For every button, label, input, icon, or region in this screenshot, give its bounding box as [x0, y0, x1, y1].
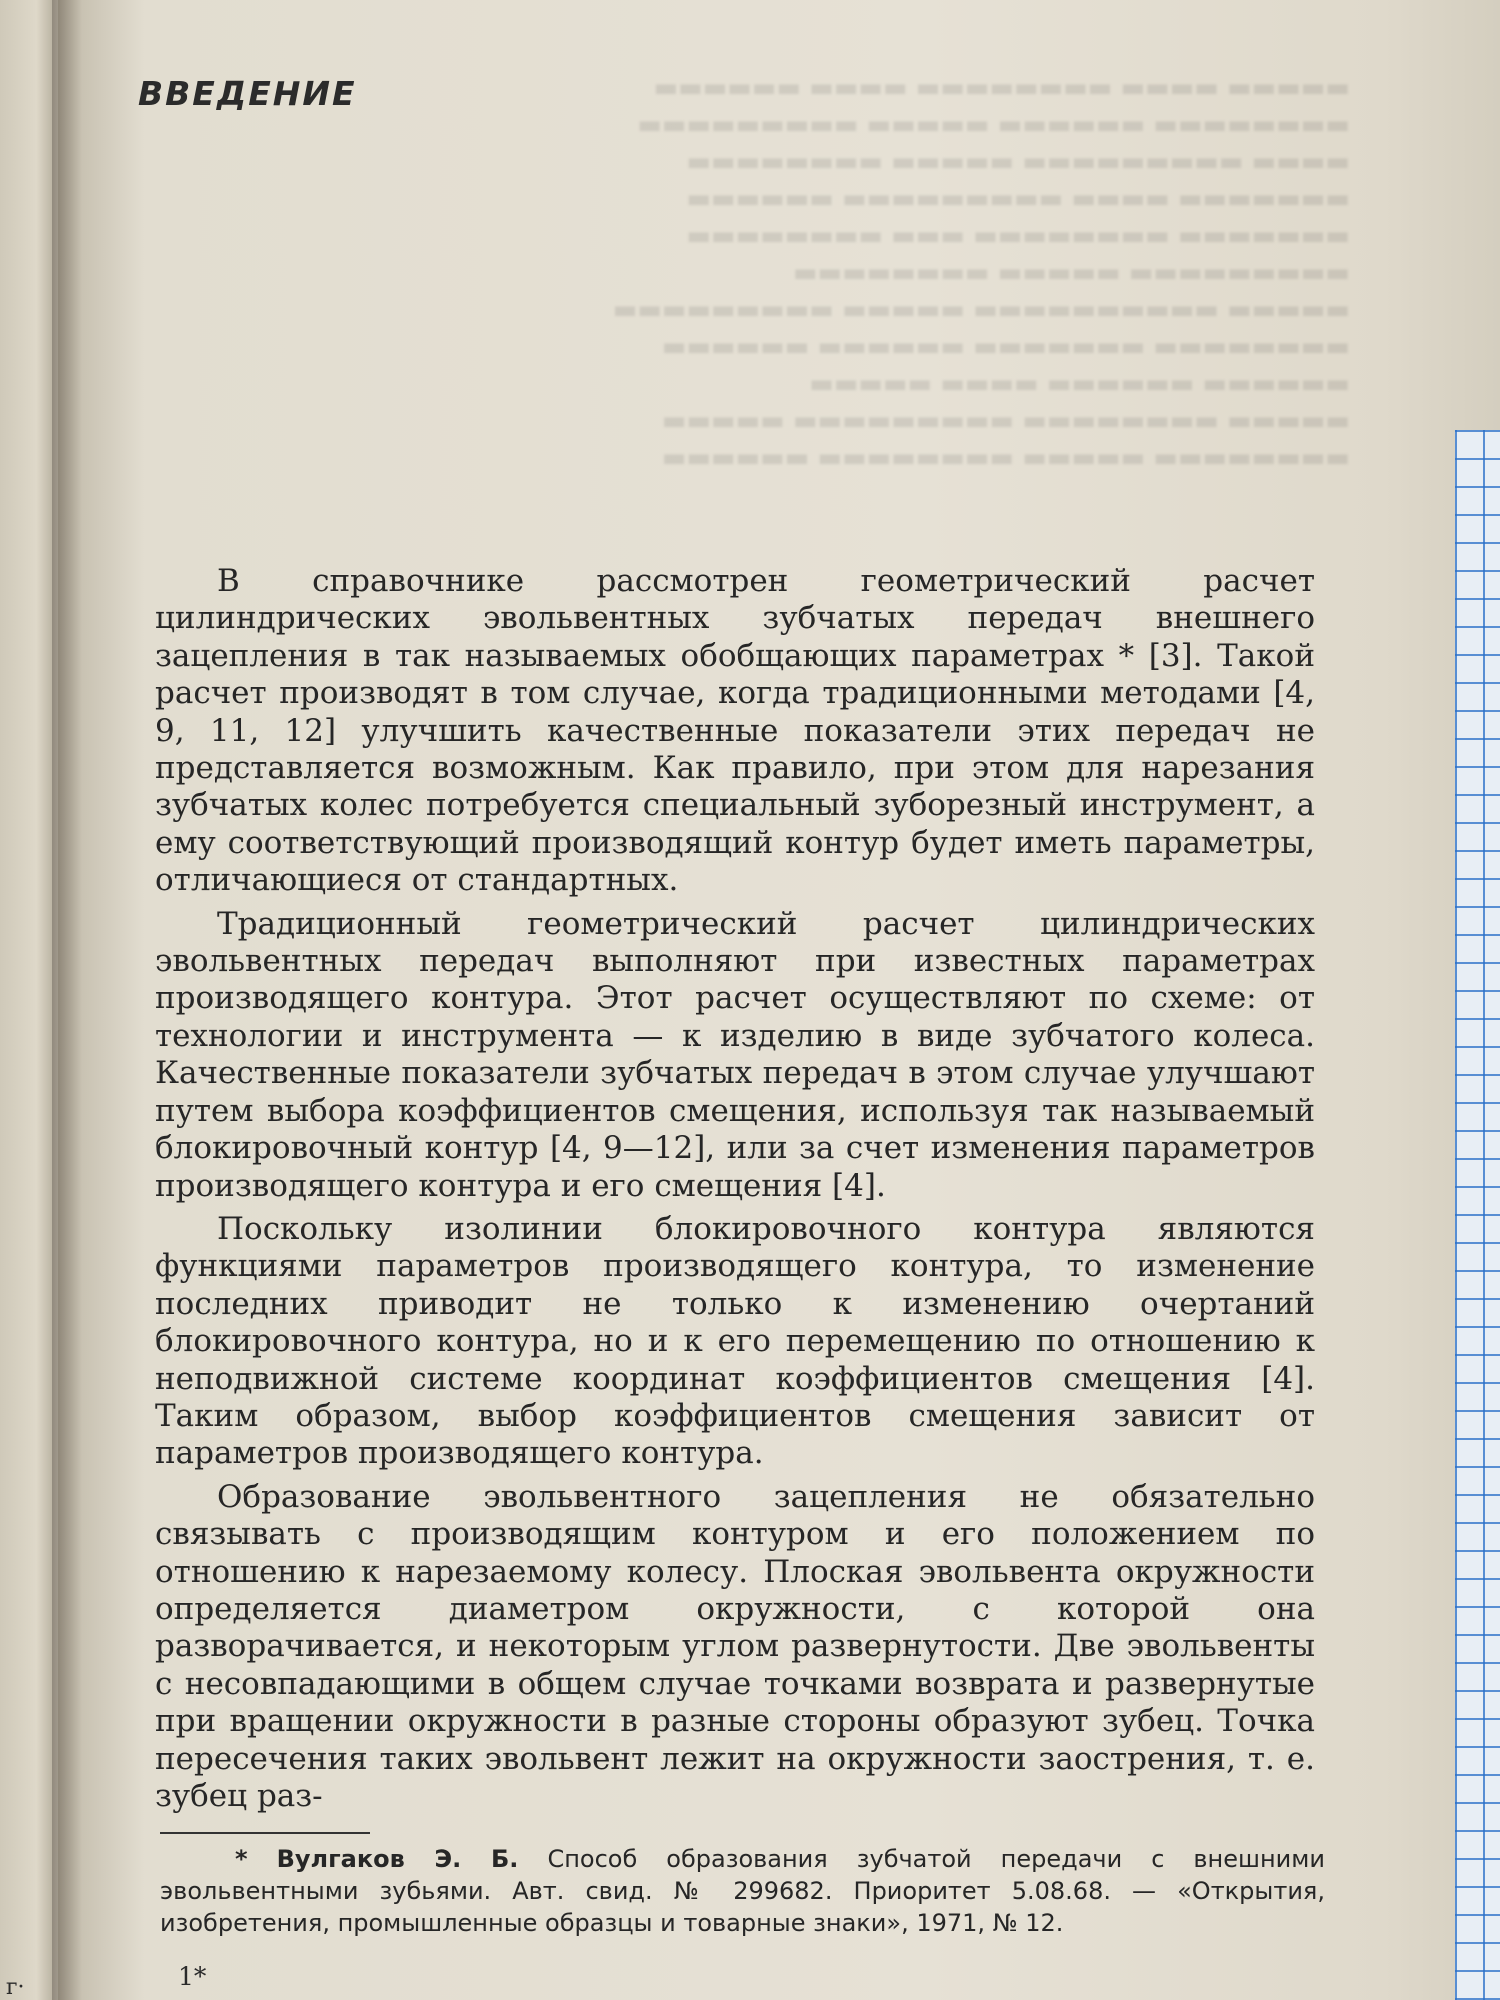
show-through-text: ▬▬▬▬▬ ▬▬▬▬ ▬▬▬▬▬▬▬▬ ▬▬▬▬ ▬▬▬▬▬▬ ▬▬▬▬▬▬▬▬ ▬▬▬▬▬▬ ▬▬▬▬▬ ▬▬▬▬▬▬▬▬▬ ▬▬▬▬ ▬▬▬▬▬▬▬▬▬ ▬▬▬▬▬ ▬▬▬▬▬▬▬▬ ▬▬▬▬▬▬▬ ▬▬▬▬ ▬▬▬▬▬▬▬▬▬ ▬▬▬▬▬▬ ▬▬▬▬▬▬▬ ▬▬▬▬▬▬▬▬ ▬▬▬ ▬▬▬▬▬▬▬▬ ▬▬▬▬▬▬▬▬▬ ▬▬▬▬▬ ▬▬▬▬▬▬▬▬ ▬▬▬▬▬ ▬▬▬▬▬▬▬▬▬▬ ▬▬▬▬▬ ▬▬▬▬▬▬▬▬▬ ▬▬▬▬▬▬▬▬ ▬▬▬▬▬▬▬ ▬▬▬▬▬▬ ▬▬▬▬▬▬ ▬▬▬▬▬▬ ▬▬▬▬▬▬ ▬▬▬▬ ▬▬▬▬▬ ▬▬▬▬▬ ▬▬▬▬▬▬▬▬ ▬▬▬▬▬▬▬▬▬ ▬▬▬▬▬ ▬▬▬▬▬▬▬▬ ▬▬▬▬▬ ▬▬▬▬▬▬▬▬ ▬▬▬▬▬▬ — [612, 73, 1350, 473]
body-text — [155, 563, 1315, 1821]
spine-shadow — [52, 0, 82, 2000]
footnote-marker: * — [235, 1845, 248, 1873]
signature-mark: 1* — [178, 1962, 207, 1991]
facing-page-edge-char: г· — [6, 1975, 25, 2000]
paragraph: Поскольку изолинии блокировочного контура являются функциями параметров производящего контура, то изменение последних приводит не только к изменению очертаний блокировочного контура, но и к его перемещению по отношению к неподвижной системе координат коэффициентов смещения [4]. Таким образом, выбор коэффициентов смещения зависит от параметров производящего контура. — [155, 1210, 1315, 1472]
footnote-rule — [160, 1832, 370, 1834]
paragraph: Образование эвольвентного зацепления не обязательно связывать с производящим контуром и его положением по отношению к нарезаемому колесу. Плоская эвольвента окружности определяется диаметром окружности, с которой она разворачивается, и некоторым углом развернутости. Две эвольвенты с несовпадающими в общем случае точками возврата и развернутые при вращении окружности в разные стороны образуют зубец. Точка пересечения таких эвольвент лежит на окружности заострения, т. е. зубец раз- — [155, 1478, 1315, 1814]
paragraph: Традиционный геометрический расчет цилиндрических эвольвентных передач выполняют при известных параметрах производящего контура. Этот расчет осуществляют по схеме: от технологии и инструмента — к изделию в виде зубчатого колеса. Качественные показатели зубчатых передач в этом случае улучшают путем выбора коэффициентов смещения, используя так называемый блокировочный контур [4, 9—12], или за счет изменения параметров производящего контура и его смещения [4]. — [155, 905, 1315, 1204]
facing-page-edge — [0, 0, 52, 2000]
footnote — [160, 1843, 1325, 1939]
paragraph: В справочнике рассмотрен геометрический расчет цилиндрических эвольвентных зубчатых передач внешнего зацепления в так называемых обобщающих параметрах * [3]. Такой расчет производят в том случае, когда традиционными методами [4, 9, 11, 12] улучшить качественные показатели этих передач не представляется возможным. Как правило, при этом для нарезания зубчатых колес потребуется специальный зуборезный инструмент, а ему соответствующий производящий контур будет иметь параметры, отличающиеся от стандартных. — [155, 563, 1315, 899]
graph-paper-strip — [1455, 430, 1500, 2000]
footnote-author: Вулгаков Э. Б. — [276, 1845, 519, 1873]
page-title: ВВЕДЕНИЕ — [138, 74, 357, 113]
footnote-text: Способ образования зубчатой передачи с внешними эвольвентными зубьями. Авт. свид. № 299682. Приоритет 5.08.68. — «Открытия, изобретения, промышленные образцы и товарные знаки», 1971, № 12. — [160, 1845, 1325, 1937]
